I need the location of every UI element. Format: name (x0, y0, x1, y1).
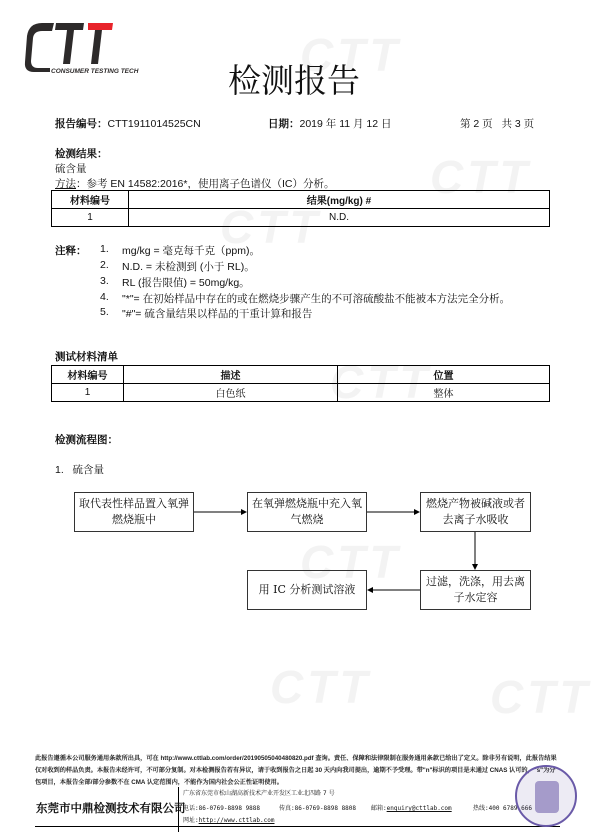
col-header: 材料编号 (52, 366, 124, 384)
page-number: 第 2 页 (460, 118, 493, 130)
watermark: CTT (430, 151, 532, 203)
contact-row (183, 803, 532, 812)
flow-item: 硫含量 (72, 464, 105, 476)
note-item: 1. mg/kg = 毫克每千克（ppm)。 (100, 243, 260, 257)
results-item: 硫含量 (55, 163, 87, 175)
email-label: 邮箱: (371, 805, 387, 812)
note-item: 2. N.D. = 未检测到 (小于 RL)。 (100, 259, 255, 273)
footer-disclaimer: 此报告遵循本公司服务通用条款所出具，可在 http://www.cttlab.com/order/20190505040480820.pdf 查询。责任、保障和法律限制在服务通用条款已给出了定义。除非另有说明，此报告结果仅对收到的样品负责。本报告未经许可，不可部分复制。对本检测报告若有异议，请于收到报告之日起 30 天内向我司提出，逾期不予受理。带"n"标识的项目是未通过 CNAS 认可的，"s"为分包项目，本报告全部/部分参数不在 CMA 认定范围内，不能作为国内社会公正性证明使用。 (35, 755, 557, 786)
watermark: CTT (270, 661, 372, 713)
footer-rule (35, 826, 560, 827)
hotline: 热线:400 6789 666 (473, 805, 532, 812)
col-header: 位置 (338, 366, 550, 384)
flow-step-4: 过滤，洗涤，用去离子水定容 (420, 570, 531, 610)
cell: 白色纸 (124, 384, 338, 402)
company-name: 东莞市中鼎检测技术有限公司 (36, 801, 186, 815)
report-date: 2019 年 11 月 12 日 (299, 118, 392, 130)
website-link[interactable]: http://www.cttlab.com (198, 817, 275, 824)
report-no-label: 报告编号： (55, 118, 108, 130)
note-item: 3. RL (报告限值) = 50mg/kg。 (100, 275, 250, 289)
flow-step-1: 取代表性样品置入氧弹燃烧瓶中 (74, 492, 194, 532)
email-link[interactable]: enquiry@cttlab.com (386, 805, 452, 812)
watermark: CTT (490, 671, 592, 723)
logo-tagline: CONSUMER TESTING TECH (51, 68, 139, 75)
col-header: 描述 (124, 366, 338, 384)
flow-step-2: 在氧弹燃烧瓶中充入氧气燃烧 (247, 492, 367, 532)
cell: 1 (52, 209, 129, 227)
watermark: CTT (300, 536, 402, 588)
stamp-emblem-icon (535, 781, 559, 813)
method-text: ：参考 EN 14582:2016*，使用离子色谱仪（IC）分析。 (76, 178, 335, 190)
notes-label: 注释： (55, 245, 87, 257)
method-label: 方法 (55, 178, 76, 190)
watermark: CTT (330, 356, 432, 408)
watermark: CTT (220, 201, 322, 253)
company-address: 广东省东莞市松山湖高新技术产业开发区工业北四路 7 号 (183, 790, 335, 797)
flow-step-3: 燃烧产物被碱液或者去离子水吸收 (420, 492, 531, 532)
watermark: CTT (300, 29, 402, 81)
cell: 1 (52, 384, 124, 402)
materials-heading: 测试材料清单 (55, 351, 118, 363)
cell: 整体 (338, 384, 550, 402)
results-heading: 检测结果： (55, 148, 108, 160)
page-total: 共 3 页 (501, 118, 535, 130)
col-header: 材料编号 (52, 191, 129, 209)
note-item: 4. "*"= 在初始样品中存在的或在燃烧步骤产生的不可溶硫酸盐不能被本方法完全分析。 (100, 291, 511, 305)
flow-item-num: 1. (55, 464, 64, 476)
web-label: 网址: (183, 817, 199, 824)
fax: 传真:86-0769-8898 8808 (279, 805, 357, 812)
col-header: 结果(mg/kg) # (129, 191, 550, 209)
date-label: 日期： (268, 118, 300, 130)
page-title: 检测报告 (228, 61, 360, 100)
company-stamp (515, 765, 577, 827)
phone: 电话:86-0769-8898 9888 (183, 805, 261, 812)
note-item: 5. "#"= 硫含量结果以样品的干重计算和报告 (100, 306, 313, 320)
flow-heading: 检测流程图： (55, 434, 118, 446)
report-no: CTT1911014525CN (107, 118, 201, 130)
cell: N.D. (129, 209, 550, 227)
flow-step-5: 用 IC 分析测试溶液 (247, 570, 367, 610)
